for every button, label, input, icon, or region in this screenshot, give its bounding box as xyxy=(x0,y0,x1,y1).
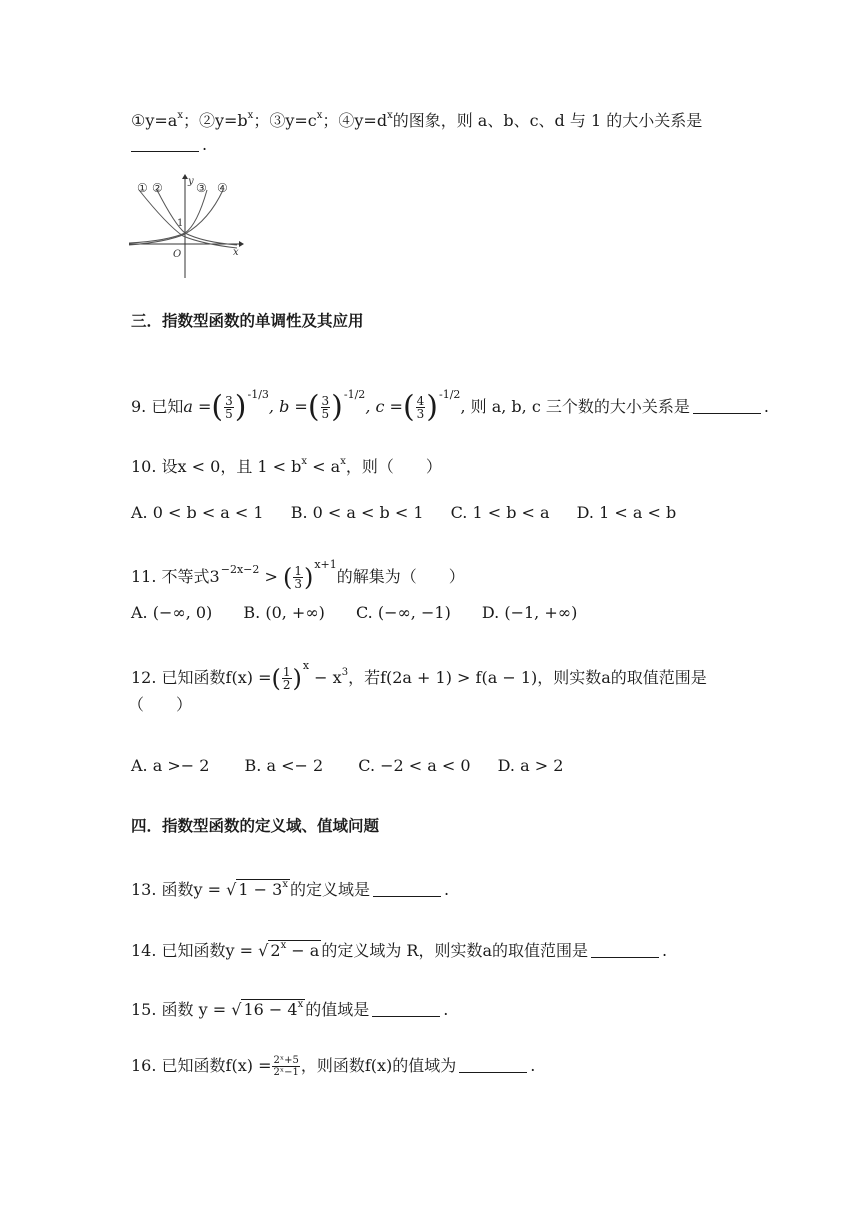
fraction-3-5-a: $\frac{3}{5}$ xyxy=(225,394,233,421)
q13-radicand: $1 - 3^x$ xyxy=(238,879,288,899)
curve-label-2: ② xyxy=(152,181,163,195)
question-8-answer-blank[interactable]: . xyxy=(131,134,207,156)
q12-option-b[interactable]: B. a <− 2 xyxy=(244,756,324,775)
x-axis-arrow xyxy=(239,241,244,247)
question-13: 13. 函数y = √ $1 - 3^x$ 的定义域是 . xyxy=(131,879,450,899)
q14-radicand: $2^x - a$ xyxy=(270,940,320,960)
q11-option-a[interactable]: A. (−∞, 0) xyxy=(131,603,213,622)
question-9: 9. 已知a =( $\frac{3}{5}$ )$^{-1/3}$, b =( $\frac{3}{5}$ )$^{-1/2}$, c =( $\frac{4}{3}$ )$^{-1/2}$, 则 a, b, c 三个数的大小关系是 . xyxy=(131,388,769,425)
section-3-title: 三．指数型函数的单调性及其应用 xyxy=(131,312,364,330)
fraction-1-2: $\frac{1}{2}$ xyxy=(282,665,291,692)
q10-option-c[interactable]: C. 1 < b < a xyxy=(450,503,550,522)
curve-label-3: ③ xyxy=(196,181,207,195)
question-10: 10. 设x < 0，且 $1 < b^x < a^x$，则（ ） xyxy=(131,456,442,476)
q12-option-d[interactable]: D. a > 2 xyxy=(497,756,564,775)
origin-label: O xyxy=(173,249,182,260)
question-8-text: $①y=a^x$；$②y=b^x$；$③y=c^x$；$④y=d^x$的图象，则 a、b、c、d 与 1 的大小关系是 xyxy=(131,110,703,130)
curve-3 xyxy=(129,190,207,243)
fraction-4-3: $\frac{4}{3}$ xyxy=(416,394,425,421)
curve-1 xyxy=(139,190,237,248)
curve-label-4: ④ xyxy=(217,181,228,195)
question-12-options xyxy=(131,755,563,777)
q16-fraction: $\frac{\text{2ˣ+5}}{\text{2ˣ−1}}$ xyxy=(273,1055,299,1078)
curve-label-1: ① xyxy=(137,181,148,195)
question-11: 11. 不等式$3^{-2x-2}$ > ( $\frac{1}{3}$ )$^{x+1}$的解集为（ ） xyxy=(131,558,465,592)
q12-option-c[interactable]: C. −2 < a < 0 xyxy=(358,756,471,775)
q13-answer-blank[interactable] xyxy=(373,882,441,897)
q11-option-c[interactable]: C. (−∞, −1) xyxy=(355,603,451,622)
q10-option-b[interactable]: B. 0 < a < b < 1 xyxy=(290,503,424,522)
question-12-paren: （ ） xyxy=(128,695,193,714)
q11-option-b[interactable]: B. (0, +∞) xyxy=(243,603,325,622)
question-11-options xyxy=(131,602,577,624)
q11-option-d[interactable]: D. (−1, +∞) xyxy=(481,603,578,622)
q10-option-d[interactable]: D. 1 < a < b xyxy=(576,503,677,522)
question-12: 12. 已知函数f(x) =( $\frac{1}{2}$ )$^x - x^3$，若f(2a + 1) > f(a − 1)，则实数a的取值范围是 xyxy=(131,659,707,693)
q9-answer-blank[interactable] xyxy=(693,399,761,414)
q15-answer-blank[interactable] xyxy=(372,1002,440,1017)
q15-radicand: $16 - 4^x$ xyxy=(243,999,304,1019)
q12-option-a[interactable]: A. a >− 2 xyxy=(131,756,210,775)
section-4-title: 四．指数型函数的定义域、值域问题 xyxy=(131,817,380,835)
fraction-3-5-b: $\frac{3}{5}$ xyxy=(321,394,330,421)
x-axis-label: x xyxy=(233,247,239,258)
q16-answer-blank[interactable] xyxy=(459,1058,527,1073)
exponential-graph xyxy=(127,170,245,282)
question-16: 16. 已知函数f(x) = $\frac{\text{2ˣ+5}}{\text{2ˣ−1}}$ ，则函数f(x)的值域为 . xyxy=(131,1055,536,1078)
question-10-options xyxy=(131,502,676,524)
q14-answer-blank[interactable] xyxy=(591,943,659,958)
question-15: 15. 函数 y = √ $16 - 4^x$ 的值域是 . xyxy=(131,999,449,1019)
one-label: 1 xyxy=(177,218,184,229)
y-axis-label: y xyxy=(188,176,194,187)
q10-option-a[interactable]: A. 0 < b < a < 1 xyxy=(131,503,264,522)
fraction-1-3: $\frac{1}{3}$ xyxy=(294,564,302,591)
question-14: 14. 已知函数y = √ $2^x - a$ 的定义域为 R，则实数a的取值范围是 . xyxy=(131,940,668,960)
